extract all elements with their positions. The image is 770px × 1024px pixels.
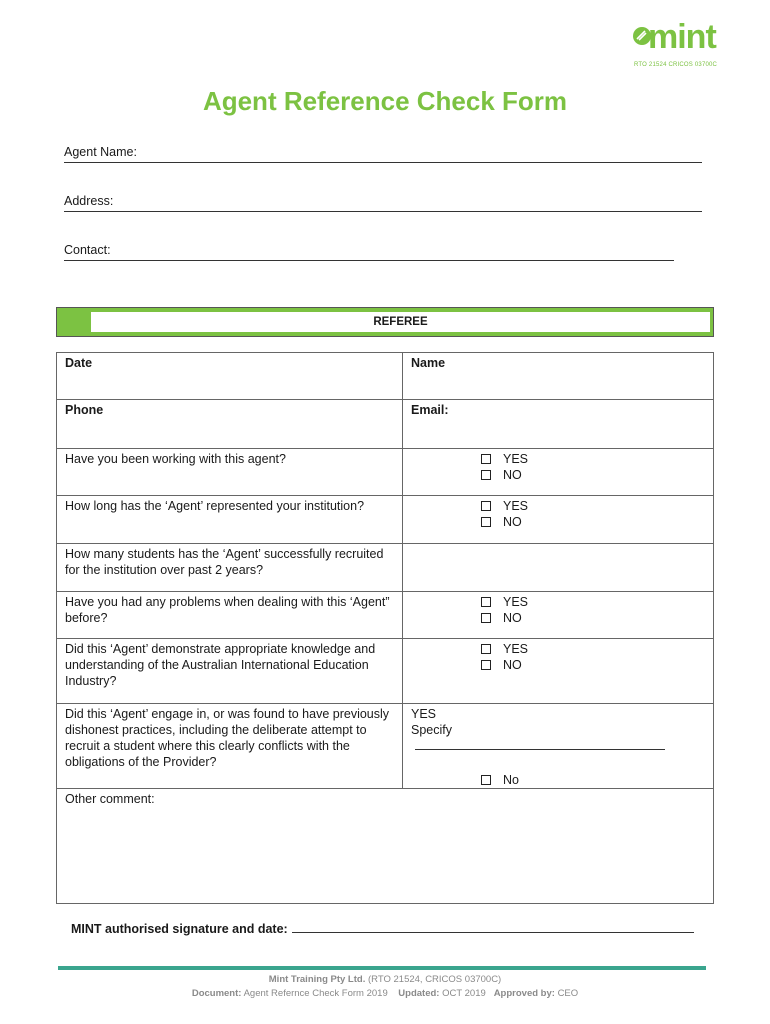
no-label: NO: [503, 515, 522, 529]
no-label: NO: [503, 611, 522, 625]
signature-line[interactable]: [292, 920, 694, 933]
table-row: [57, 496, 714, 544]
specify-label: Specify: [411, 723, 452, 737]
no-label: No: [503, 773, 519, 787]
page-title: Agent Reference Check Form: [202, 86, 568, 116]
no-option[interactable]: [481, 467, 705, 483]
company-ids: (RTO 21524, CRICOS 03700C): [367, 974, 502, 985]
question-working-with-agent: Have you been working with this agent?: [57, 449, 403, 496]
table-row: [57, 449, 714, 496]
question-dishonest-practices: Did this ‘Agent’ engage in, or was found to have previously dishonest practices, including the deliberate attempt to recruit a student where this clearly conflicts with the obligations of the Provider?: [57, 704, 403, 789]
company-name: Mint Training Pty Ltd.: [268, 974, 366, 985]
answer-cell: [403, 449, 714, 496]
yes-label: YES: [503, 499, 529, 513]
specify-row: [411, 722, 705, 754]
checkbox-icon[interactable]: [481, 501, 491, 511]
approved-label: Approved by:: [493, 988, 555, 999]
table-row: [57, 704, 714, 789]
yes-text: YES: [411, 707, 437, 721]
signature-label: MINT authorised signature and date:: [71, 922, 288, 936]
answer-cell: [403, 704, 714, 789]
yes-option[interactable]: [481, 641, 705, 657]
email-label[interactable]: Email:: [403, 400, 714, 449]
contact-label: Contact:: [64, 243, 111, 257]
checkbox-icon[interactable]: [481, 517, 491, 527]
referee-table: [56, 352, 714, 904]
table-row: [57, 400, 714, 449]
answer-cell[interactable]: [403, 544, 714, 592]
checkbox-icon[interactable]: [481, 775, 491, 785]
answer-cell: [403, 592, 714, 639]
date-label: Date: [57, 353, 403, 400]
checkbox-icon[interactable]: [481, 597, 491, 607]
specify-line[interactable]: [415, 738, 665, 750]
no-option[interactable]: [481, 657, 705, 673]
checkbox-icon[interactable]: [481, 470, 491, 480]
other-comment-cell[interactable]: [57, 789, 714, 904]
agent-name-line[interactable]: [64, 162, 702, 163]
logo-wordmark: mint: [648, 18, 716, 56]
yes-label: YES: [503, 595, 529, 609]
question-students-recruited: How many students has the ‘Agent’ successfully recruited for the institution over past 2 years?: [57, 544, 403, 592]
footer-divider: [58, 966, 706, 970]
mint-logo: [632, 18, 732, 72]
no-label: NO: [503, 658, 522, 672]
updated-value: OCT 2019: [442, 988, 486, 999]
address-label: Address:: [64, 194, 114, 208]
no-option[interactable]: [481, 610, 705, 626]
table-row: [57, 353, 714, 400]
phone-label: Phone: [57, 400, 403, 449]
table-row: [57, 592, 714, 639]
yes-label: YES: [503, 452, 529, 466]
table-row: [57, 544, 714, 592]
no-option[interactable]: [481, 772, 705, 788]
referee-header: REFEREE: [91, 312, 710, 332]
document-label: Document:: [191, 988, 242, 999]
table-row: [57, 789, 714, 904]
yes-option[interactable]: [481, 594, 705, 610]
table-row: [57, 639, 714, 704]
contact-line[interactable]: [64, 260, 674, 261]
question-problems-dealing: Have you had any problems when dealing with this ‘Agent” before?: [57, 592, 403, 639]
yes-option[interactable]: [481, 451, 705, 467]
checkbox-icon[interactable]: [481, 454, 491, 464]
updated-label: Updated:: [398, 988, 440, 999]
question-industry-knowledge: Did this ‘Agent’ demonstrate appropriate knowledge and understanding of the Australian International Education Industry?: [57, 639, 403, 704]
answer-cell: [403, 639, 714, 704]
address-line[interactable]: [64, 211, 702, 212]
yes-label: YES: [503, 642, 529, 656]
footer-company: [0, 974, 770, 985]
document-value: Agent Refernce Check Form 2019: [243, 988, 388, 999]
logo-registration: RTO 21524 CRICOS 03700C: [634, 62, 718, 68]
referee-header-bar: [56, 307, 714, 337]
checkbox-icon[interactable]: [481, 660, 491, 670]
checkbox-icon[interactable]: [481, 644, 491, 654]
yes-option[interactable]: [481, 498, 705, 514]
other-comment-label: Other comment:: [65, 792, 155, 806]
agent-name-label: Agent Name:: [64, 145, 137, 159]
checkbox-icon[interactable]: [481, 613, 491, 623]
question-how-long-represented: How long has the ‘Agent’ represented your institution?: [57, 496, 403, 544]
no-label: NO: [503, 468, 522, 482]
approved-value: CEO: [557, 988, 579, 999]
no-option[interactable]: [481, 514, 705, 530]
answer-cell: [403, 496, 714, 544]
signature-row: [71, 920, 694, 936]
footer-document-info: [0, 988, 770, 999]
name-label[interactable]: Name: [403, 353, 714, 400]
